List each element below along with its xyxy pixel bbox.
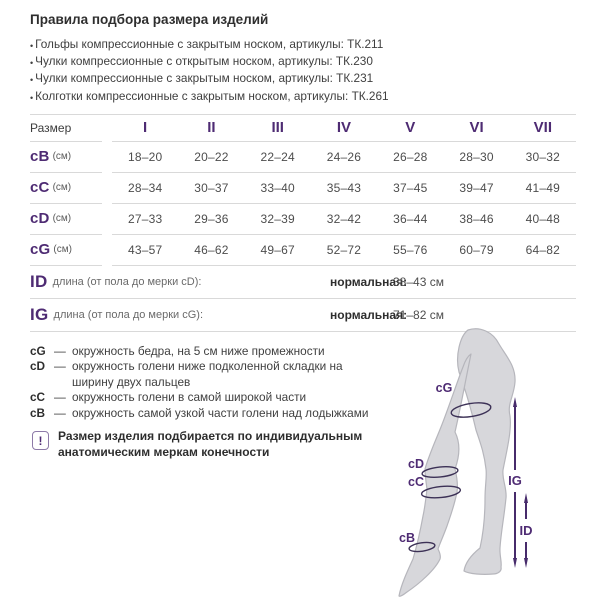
size-column-header: V xyxy=(405,119,416,137)
measure-unit: (см) xyxy=(53,244,72,256)
size-header-cell: Размер xyxy=(30,115,102,142)
length-description: длина (от пола до мерки cD): xyxy=(52,275,202,288)
measure-unit: (см) xyxy=(52,182,72,194)
size-value: 46–62 xyxy=(194,242,229,257)
measure-label: cG xyxy=(30,241,51,259)
size-column-header: VII xyxy=(533,119,553,137)
exclamation-icon: ! xyxy=(32,431,49,450)
size-value: 36–44 xyxy=(393,211,428,226)
size-table xyxy=(30,114,576,332)
table-row-cb xyxy=(30,142,576,173)
size-column-header: VI xyxy=(469,119,484,137)
page-title: Правила подбора размера изделий xyxy=(30,12,269,27)
table-row-cd xyxy=(30,204,576,235)
length-description: длина (от пола до мерки cG): xyxy=(53,308,204,321)
size-value: 52–72 xyxy=(326,242,362,257)
measure-label: IG xyxy=(30,304,49,324)
note-text: Размер изделия подбирается по индивидуальным анатомическим меркам конечности xyxy=(58,429,363,459)
size-value: 41–49 xyxy=(525,180,561,195)
size-column-header: IV xyxy=(336,119,352,137)
norm-label: нормальная: xyxy=(330,274,408,289)
measure-unit: (см) xyxy=(52,151,72,163)
bullet-icon: • xyxy=(30,92,34,103)
bullet-icon: • xyxy=(30,58,34,69)
table-row-id-length xyxy=(30,266,576,299)
id-label: ID xyxy=(519,523,533,538)
size-column-header: II xyxy=(207,119,216,137)
product-item-label: Чулки компрессионные с закрытым носком, артикулы: ТК.231 xyxy=(35,71,374,86)
size-value: 40–48 xyxy=(525,211,561,226)
measure-unit: (см) xyxy=(52,213,72,225)
size-value: 26–28 xyxy=(393,149,428,164)
size-value: 30–37 xyxy=(194,180,229,195)
size-value: 37–45 xyxy=(393,180,428,195)
product-item-label: Колготки компрессионные с закрытым носком, артикулы: ТК.261 xyxy=(35,88,389,103)
measure-label: cB xyxy=(30,148,50,166)
cd-label: cD xyxy=(408,457,424,471)
size-value: 33–40 xyxy=(260,180,295,195)
cb-label: cB xyxy=(399,531,415,545)
id-arrow-bottom xyxy=(524,558,528,568)
table-header-row xyxy=(30,115,576,142)
product-item xyxy=(30,71,576,88)
size-value: 43–57 xyxy=(127,242,163,257)
size-value: 20–22 xyxy=(194,149,229,164)
definition-item: cG — окружность бедра, на 5 см ниже промежности xyxy=(30,343,325,358)
ig-arrow-bottom xyxy=(513,558,517,568)
size-column-header: III xyxy=(271,119,284,137)
size-column-header: I xyxy=(143,119,148,137)
size-value: 49–67 xyxy=(260,242,295,257)
size-value: 22–24 xyxy=(260,149,295,164)
size-value: 30–32 xyxy=(525,149,561,164)
size-value: 29–36 xyxy=(194,211,229,226)
bullet-icon: • xyxy=(30,75,34,86)
size-value: 39–47 xyxy=(459,180,494,195)
size-value: 27–33 xyxy=(127,211,163,226)
norm-label: нормальная: xyxy=(330,307,408,322)
norm-value: 71–82 см xyxy=(393,307,444,322)
cg-label: cG xyxy=(435,381,453,395)
ig-label: IG xyxy=(508,473,522,488)
definition-item: cB — окружность самой узкой части голени над лодыжками xyxy=(30,405,369,420)
size-value: 35–43 xyxy=(326,180,362,195)
size-value: 60–79 xyxy=(459,242,494,257)
leg-measurement-diagram xyxy=(385,326,590,600)
product-list xyxy=(30,37,576,106)
size-value: 38–46 xyxy=(459,211,494,226)
size-value: 55–76 xyxy=(393,242,428,257)
sizing-note xyxy=(30,429,388,460)
product-item-label: Гольфы компрессионные с закрытым носком, артикулы: ТК.211 xyxy=(35,37,384,51)
product-item xyxy=(30,54,576,71)
table-row-cg xyxy=(30,235,576,266)
bullet-icon: • xyxy=(30,41,34,51)
measure-label: cC xyxy=(30,179,50,197)
size-value: 24–26 xyxy=(326,149,362,164)
cc-label: cC xyxy=(408,475,424,489)
size-value: 18–20 xyxy=(127,149,163,164)
measure-label: ID xyxy=(30,271,48,291)
table-row-cc xyxy=(30,173,576,204)
measure-label: cD xyxy=(30,210,50,228)
size-value: 28–30 xyxy=(459,149,494,164)
size-value: 32–39 xyxy=(260,211,295,226)
norm-value: 38–43 см xyxy=(393,274,444,289)
definition-item: cC — окружность голени в самой широкой части xyxy=(30,390,307,405)
definition-item: cD — окружность голени ниже подколенной складки на ширину двух пальцев xyxy=(30,359,343,389)
measurement-definitions xyxy=(30,344,382,422)
product-item xyxy=(30,89,576,106)
product-item xyxy=(30,37,576,54)
size-value: 64–82 xyxy=(525,242,561,257)
size-value: 32–42 xyxy=(326,211,362,226)
product-item-label: Чулки компрессионные с открытым носком, артикулы: ТК.230 xyxy=(35,54,373,69)
size-value: 28–34 xyxy=(127,180,163,195)
